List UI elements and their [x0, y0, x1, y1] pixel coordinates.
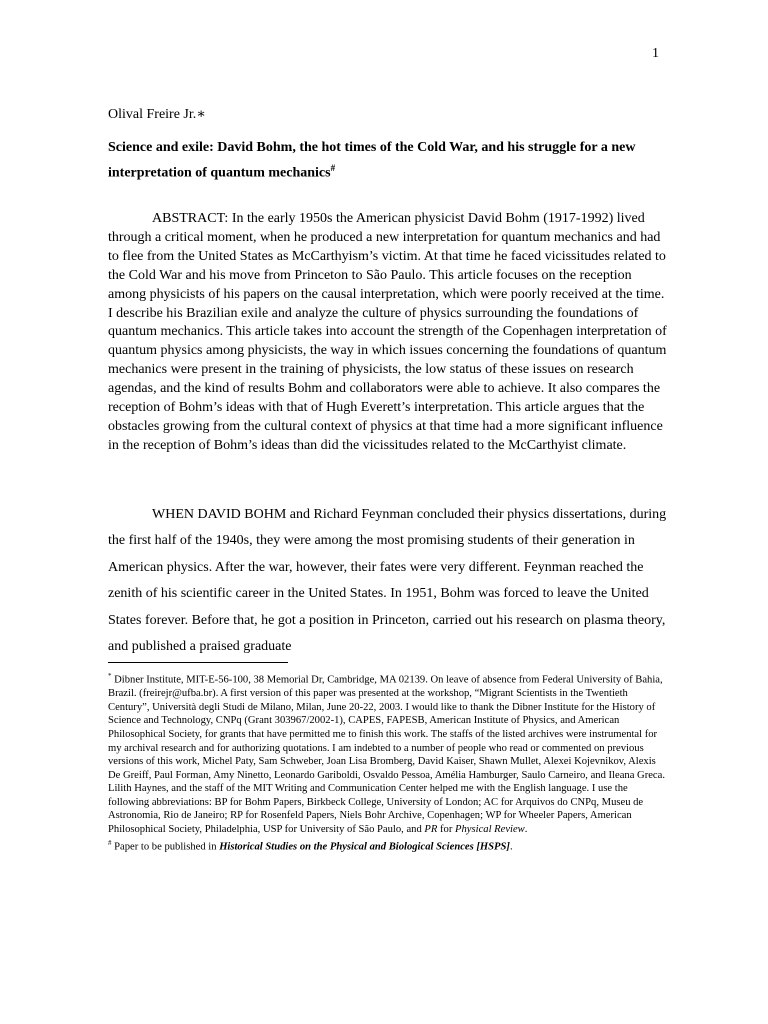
footnote-physrev: Physical Review	[455, 824, 525, 836]
page-number: 1	[652, 46, 659, 61]
abstract-paragraph: ABSTRACT: In the early 1950s the American physicist David Bohm (1917-1992) lived through a critical moment, when he produced a new interpretation for quantum mechanics and had to flee from the United States as McCarthyism’s victim. At that time he faced vicissitudes related to the Cold War and his move from Princeton to São Paulo. This article focuses on the reception among physicists of his papers on the causal interpretation, which were poorly received at the time. I describe his Brazilian exile and analyze the culture of physics surrounding the foundations of quantum mechanics. This article takes into account the strength of the Copenhagen interpretation of quantum physics among physicists, the way in which issues concerning the foundations of quantum mechanics were present in the training of physicists, the low status of these issues on research agendas, and the kind of results Bohm and collaborators were able to achieve. It also compares the reception of Bohm’s ideas with that of Hugh Everett’s interpretation. This article argues that the obstacles growing from the cultural context of physics at that time had a more significant influence in the reception of Bohm’s ideas than did the vicissitudes related to the McCarthyist climate.	[108, 211, 667, 453]
title-footnote-mark: #	[330, 163, 336, 173]
author-name: Olival Freire Jr.∗	[108, 107, 206, 122]
footnote-journal-name: Historical Studies on the Physical and Biological Sciences [HSPS]	[219, 841, 510, 853]
footnote-mark-hash: #	[108, 838, 112, 847]
footnote-affiliation-text: Dibner Institute, MIT-E-56-100, 38 Memorial Dr, Cambridge, MA 02139. On leave of absence from Federal University of Bahia, Brazil. (freirejr@ufba.br). A first version of this paper was presented at the workshop, “Migrant Scientists in the Twentieth Century”, Università degli Studi de Milano, Milan, June 20-22, 2003. I would like to thank the Dibner Institute for the History of Science and Technology, CNPq (Grant 303967/2002-1), CAPES, FAPESB, American Institute of Physics, and American Philosophical Society, for grants that have permitted me to finish this work. The staffs of the listed archives were instrumental for my archival research and for authorizing quotations. I am indebted to a number of people who read or commented on previous versions of this work, Michel Paty, Sam Schweber, Joan Lisa Bromberg, David Kaiser, Shawn Mullet, Alexei Kojevnikov, Alexis De Greiff, Paul Forman, Amy Ninetto, Leonardo Gariboldi, Osvaldo Pessoa, Amélia Hamburger, Saulo Carneiro, and Ileana Greca. Lilith Haynes, and the staff of the MIT Writing and Communication Center helped me with the English language. I use the following abbreviations: BP for Bohm Papers, Birkbeck College, University of London; AC for Arquivos do CNPq, Museu de Astronomia, Rio de Janeiro; RP for Rosenfeld Papers, Niels Bohr Archive, Copenhagen; WP for Wheeler Papers, American Philosophical Society, Philadelphia, USP for University of São Paulo, and	[108, 674, 665, 836]
footnote-affiliation	[108, 670, 670, 837]
title-text: Science and exile: David Bohm, the hot times of the Cold War, and his struggle for a new interpretation of quantum mechanics	[108, 140, 636, 181]
paper-title	[108, 138, 668, 184]
footnotes	[108, 670, 670, 854]
footnote-publication-end: .	[509, 841, 513, 853]
footnote-separator	[108, 662, 288, 663]
footnote-mark-star: *	[108, 672, 112, 680]
footnote-publication	[108, 837, 670, 854]
footnote-pr-abbrev: PR	[424, 824, 438, 836]
footnote-for: for	[437, 824, 456, 836]
body-paragraph: WHEN DAVID BOHM and Richard Feynman concluded their physics dissertations, during the first half of the 1940s, they were among the most promising students of their generation in American physics. After the war, however, their fates were very different. Feynman reached the zenith of his scientific career in the United States. In 1951, Bohm was forced to leave the United States forever. Before that, he got a position in Princeton, carried out his research on plasma theory, and published a praised graduate	[108, 507, 667, 655]
footnote-period: .	[524, 824, 528, 836]
footnote-publication-text: Paper to be published in	[111, 841, 220, 853]
